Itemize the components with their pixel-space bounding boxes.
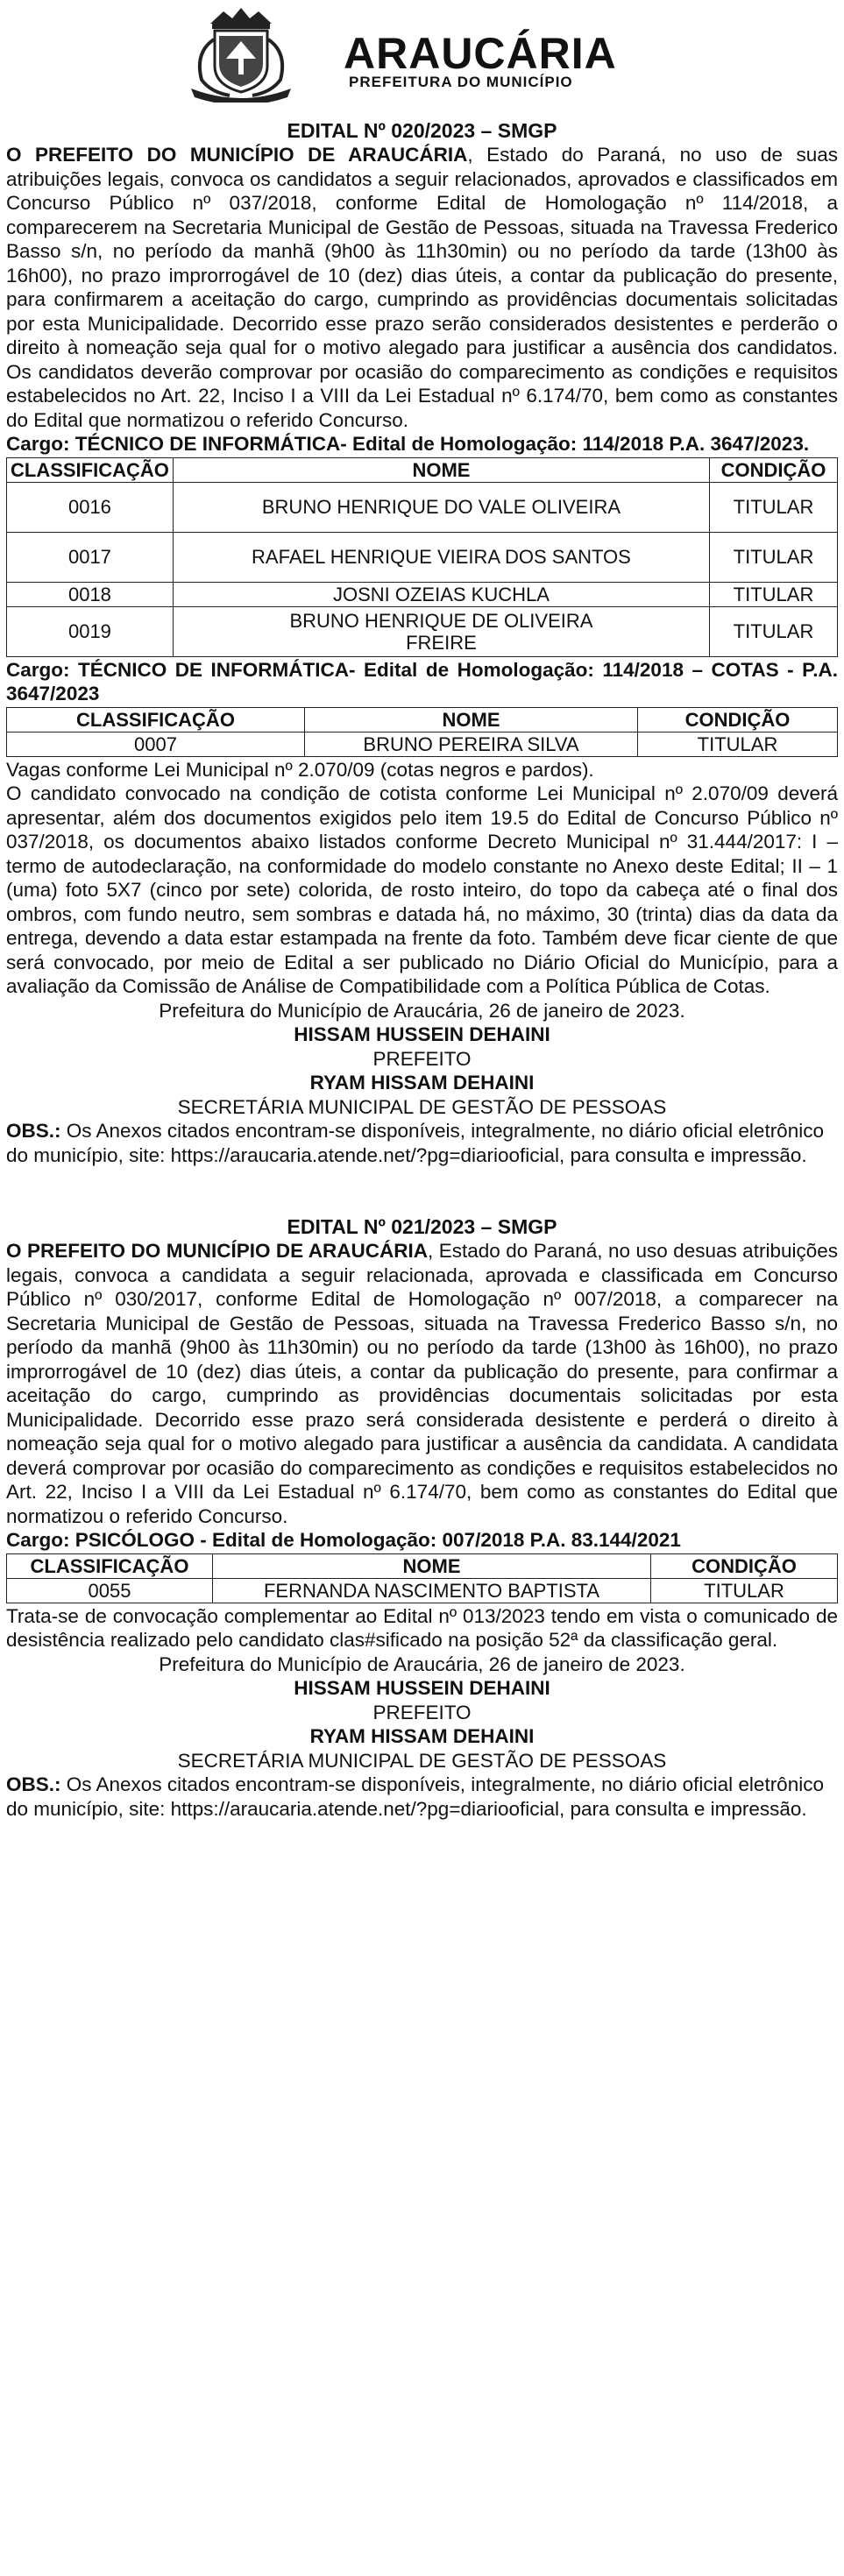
cell-nome: BRUNO HENRIQUE DO VALE OLIVEIRA bbox=[173, 482, 709, 532]
edital-2-signer-1-name: HISSAM HUSSEIN DEHAINI bbox=[294, 1677, 550, 1699]
edital-1-signer-1-role: PREFEITO bbox=[372, 1047, 472, 1070]
edital-1-cargo-2: Cargo: TÉCNICO DE INFORMÁTICA- Edital de Homologação: 114/2018 – COTAS - P.A. 3647/2023 bbox=[6, 658, 838, 704]
edital-2-obs-label: OBS.: bbox=[6, 1773, 61, 1795]
edital-2-date: Prefeitura do Município de Araucária, 26 de janeiro de 2023. bbox=[159, 1652, 685, 1675]
edital-2-table bbox=[6, 1553, 838, 1603]
edital-1-table-2 bbox=[6, 707, 838, 757]
col-header-classificacao: CLASSIFICAÇÃO bbox=[7, 1553, 213, 1578]
table-row bbox=[7, 582, 838, 606]
edital-1-signer-1-name: HISSAM HUSSEIN DEHAINI bbox=[294, 1023, 550, 1045]
col-header-nome: NOME bbox=[213, 1553, 651, 1578]
brand-title: ARAUCÁRIA bbox=[344, 29, 617, 78]
cell-condicao: TITULAR bbox=[710, 582, 838, 606]
edital-1-vagas: Vagas conforme Lei Municipal nº 2.070/09 (cotas negros e pardos). bbox=[6, 758, 594, 781]
edital-2-cargo: Cargo: PSICÓLOGO - Edital de Homologação: 007/2018 P.A. 83.144/2021 bbox=[6, 1529, 681, 1551]
table-header-row bbox=[7, 1553, 838, 1578]
table-row bbox=[7, 606, 838, 656]
cell-condicao: TITULAR bbox=[710, 532, 838, 582]
cell-nome: BRUNO HENRIQUE DE OLIVEIRA FREIRE bbox=[173, 606, 709, 656]
edital-1-date: Prefeitura do Município de Araucária, 26 de janeiro de 2023. bbox=[159, 999, 685, 1022]
edital-1-obs-label: OBS.: bbox=[6, 1120, 61, 1142]
section-gap bbox=[6, 1167, 838, 1215]
cell-condicao: TITULAR bbox=[710, 606, 838, 656]
table-row bbox=[7, 482, 838, 532]
edital-2-obs bbox=[6, 1773, 838, 1821]
col-header-nome: NOME bbox=[305, 707, 638, 732]
cell-classificacao: 0019 bbox=[7, 606, 174, 656]
content bbox=[6, 119, 838, 1821]
edital-1-intro-body: , Estado do Paraná, no uso de suas atribuições legais, convoca os candidatos a seguir relacionados, aprovados e classificados em Concurso Público nº 037/2018, conforme Edital de Homologação nº 114/2018, a comparecerem na Secretaria Municipal de Gestão de Pessoas, situada na Travessa Frederico Basso s/n, no período da manhã (9h00 às 11h30min) ou no período da tarde (13h00 às 16h00), no prazo improrrogável de 10 (dez) dias úteis, a contar da publicação do presente, para confirmarem a aceitação do cargo, cumprindo as providências documentais solicitadas por esta Municipalidade. Decorrido esse prazo serão considerados desistentes e perderão o direito à nomeação seja qual for o motivo alegado para justificar a ausência dos candidatos. Os candidatos deverão comprovar por ocasião do comparecimento as condições e requisitos estabelecidos no Art. 22, Inciso I a VIII da Lei Estadual nº 6.174/70, bem como as constantes do Edital que normatizou o referido Concurso. bbox=[6, 144, 839, 431]
edital-2-note: Trata-se de convocação complementar ao Edital nº 013/2023 tendo em vista o comunicado de desistência realizado pelo candidato clas#sificado na posição 52ª da classificação geral. bbox=[6, 1604, 838, 1651]
table-row bbox=[7, 532, 838, 582]
edital-2-intro-body: , Estado do Paraná, no uso desuas atribuições legais, convoca a candidata a seguir relacionada, aprovada e classificada em Concurso Público nº 030/2017, conforme Edital de Homologação nº 007/2018, a comparecer na Secretaria Municipal de Gestão de Pessoas, situada na Travessa Frederico Basso s/n, no período da manhã (9h00 às 11h30min) ou no período da tarde (13h00 às 16h00), no prazo improrrogável de 10 (dez) dias úteis, a contar da publicação do presente, para confirmar a aceitação do cargo, cumprindo as providências documentais solicitadas por esta Municipalidade. Decorrido esse prazo será considerada desistente e perderá o direito à nomeação seja qual for o motivo alegado para justificar a ausência da candidata. A candidata deverá comprovar por ocasião do comparecimento as condições e requisitos estabelecidos no Art. 22, Inciso I a VIII da Lei Estadual nº 6.174/70, bem como as constantes do Edital que normatizou o referido Concurso. bbox=[6, 1240, 838, 1527]
edital-1-intro-lead: O PREFEITO DO MUNICÍPIO DE ARAUCÁRIA bbox=[6, 144, 468, 166]
edital-2-signer-1-role: PREFEITO bbox=[372, 1701, 472, 1723]
edital-1-table-1 bbox=[6, 457, 838, 657]
edital-1-cotista: O candidato convocado na condição de cotista conforme Lei Municipal nº 2.070/09 deverá apresentar, além dos documentos exigidos pelo item 19.5 do Edital de Concurso Público nº 037/2018, os documentos abaixo listados conforme Decreto Municipal nº 31.444/2017: I – termo de autodeclaração, na conformidade do modelo constante no Anexo deste Edital; II – 1 (uma) foto 5X7 (cinco por sete) colorida, de rosto inteiro, do topo da cabeça até o final dos ombros, com fundo neutro, sem sombras e datada há, no máximo, 30 (trinta) dias da data da entrega, devendo a data estar estampada na frente da foto. Também deve ficar ciente de que será convocado, por meio de Edital a ser publicado no Diário Oficial do Município, para a avaliação da Comissão de Análise de Compatibilidade com a Política Pública de Cotas. bbox=[6, 782, 838, 997]
municipal-coat-of-arms-icon bbox=[175, 4, 307, 103]
edital-2-signer-2-role: SECRETÁRIA MUNICIPAL DE GESTÃO DE PESSOAS bbox=[177, 1749, 667, 1772]
col-header-condicao: CONDIÇÃO bbox=[638, 707, 838, 732]
cell-nome: BRUNO PEREIRA SILVA bbox=[305, 732, 638, 756]
header bbox=[0, 0, 844, 105]
cell-classificacao: 0055 bbox=[7, 1578, 213, 1603]
edital-1-signer-2-role: SECRETÁRIA MUNICIPAL DE GESTÃO DE PESSOAS bbox=[177, 1095, 667, 1118]
cell-classificacao: 0016 bbox=[7, 482, 174, 532]
edital-1-intro bbox=[6, 143, 838, 432]
table-header-row bbox=[7, 457, 838, 482]
cell-condicao: TITULAR bbox=[710, 482, 838, 532]
edital-2-signer-2-name: RYAM HISSAM DEHAINI bbox=[309, 1725, 535, 1747]
col-header-classificacao: CLASSIFICAÇÃO bbox=[7, 707, 305, 732]
edital-2-intro-lead: O PREFEITO DO MUNICÍPIO DE ARAUCÁRIA bbox=[6, 1240, 429, 1262]
edital-2-obs-text: Os Anexos citados encontram-se disponíveis, integralmente, no diário oficial eletrônico do município, site: https://araucaria.atende.net/?pg=diariooficial, para consulta e impressão. bbox=[6, 1773, 824, 1820]
cell-classificacao: 0007 bbox=[7, 732, 305, 756]
table-header-row bbox=[7, 707, 838, 732]
cell-classificacao: 0018 bbox=[7, 582, 174, 606]
cell-nome: FERNANDA NASCIMENTO BAPTISTA bbox=[213, 1578, 651, 1603]
edital-1-obs bbox=[6, 1119, 838, 1167]
col-header-condicao: CONDIÇÃO bbox=[651, 1553, 838, 1578]
table-row bbox=[7, 732, 838, 756]
cell-condicao: TITULAR bbox=[651, 1578, 838, 1603]
cell-nome: RAFAEL HENRIQUE VIEIRA DOS SANTOS bbox=[173, 532, 709, 582]
cell-classificacao: 0017 bbox=[7, 532, 174, 582]
table-row bbox=[7, 1578, 838, 1603]
edital-1-signer-2-name: RYAM HISSAM DEHAINI bbox=[309, 1072, 535, 1093]
col-header-nome: NOME bbox=[173, 457, 709, 482]
cell-condicao: TITULAR bbox=[638, 732, 838, 756]
brand bbox=[344, 29, 617, 91]
edital-1-title: EDITAL Nº 020/2023 – SMGP bbox=[287, 119, 557, 142]
edital-2-title: EDITAL Nº 021/2023 – SMGP bbox=[287, 1215, 557, 1238]
edital-1-obs-text: Os Anexos citados encontram-se disponíveis, integralmente, no diário oficial eletrônico do município, site: https://araucaria.atende.net/?pg=diariooficial, para consulta e impressão. bbox=[6, 1120, 824, 1166]
cell-nome: JOSNI OZEIAS KUCHLA bbox=[173, 582, 709, 606]
col-header-condicao: CONDIÇÃO bbox=[710, 457, 838, 482]
edital-1-cargo-1: Cargo: TÉCNICO DE INFORMÁTICA- Edital de Homologação: 114/2018 P.A. 3647/2023. bbox=[6, 433, 810, 455]
brand-subtitle: PREFEITURA DO MUNICÍPIO bbox=[349, 74, 573, 90]
col-header-classificacao: CLASSIFICAÇÃO bbox=[7, 457, 174, 482]
edital-2-intro bbox=[6, 1239, 838, 1528]
